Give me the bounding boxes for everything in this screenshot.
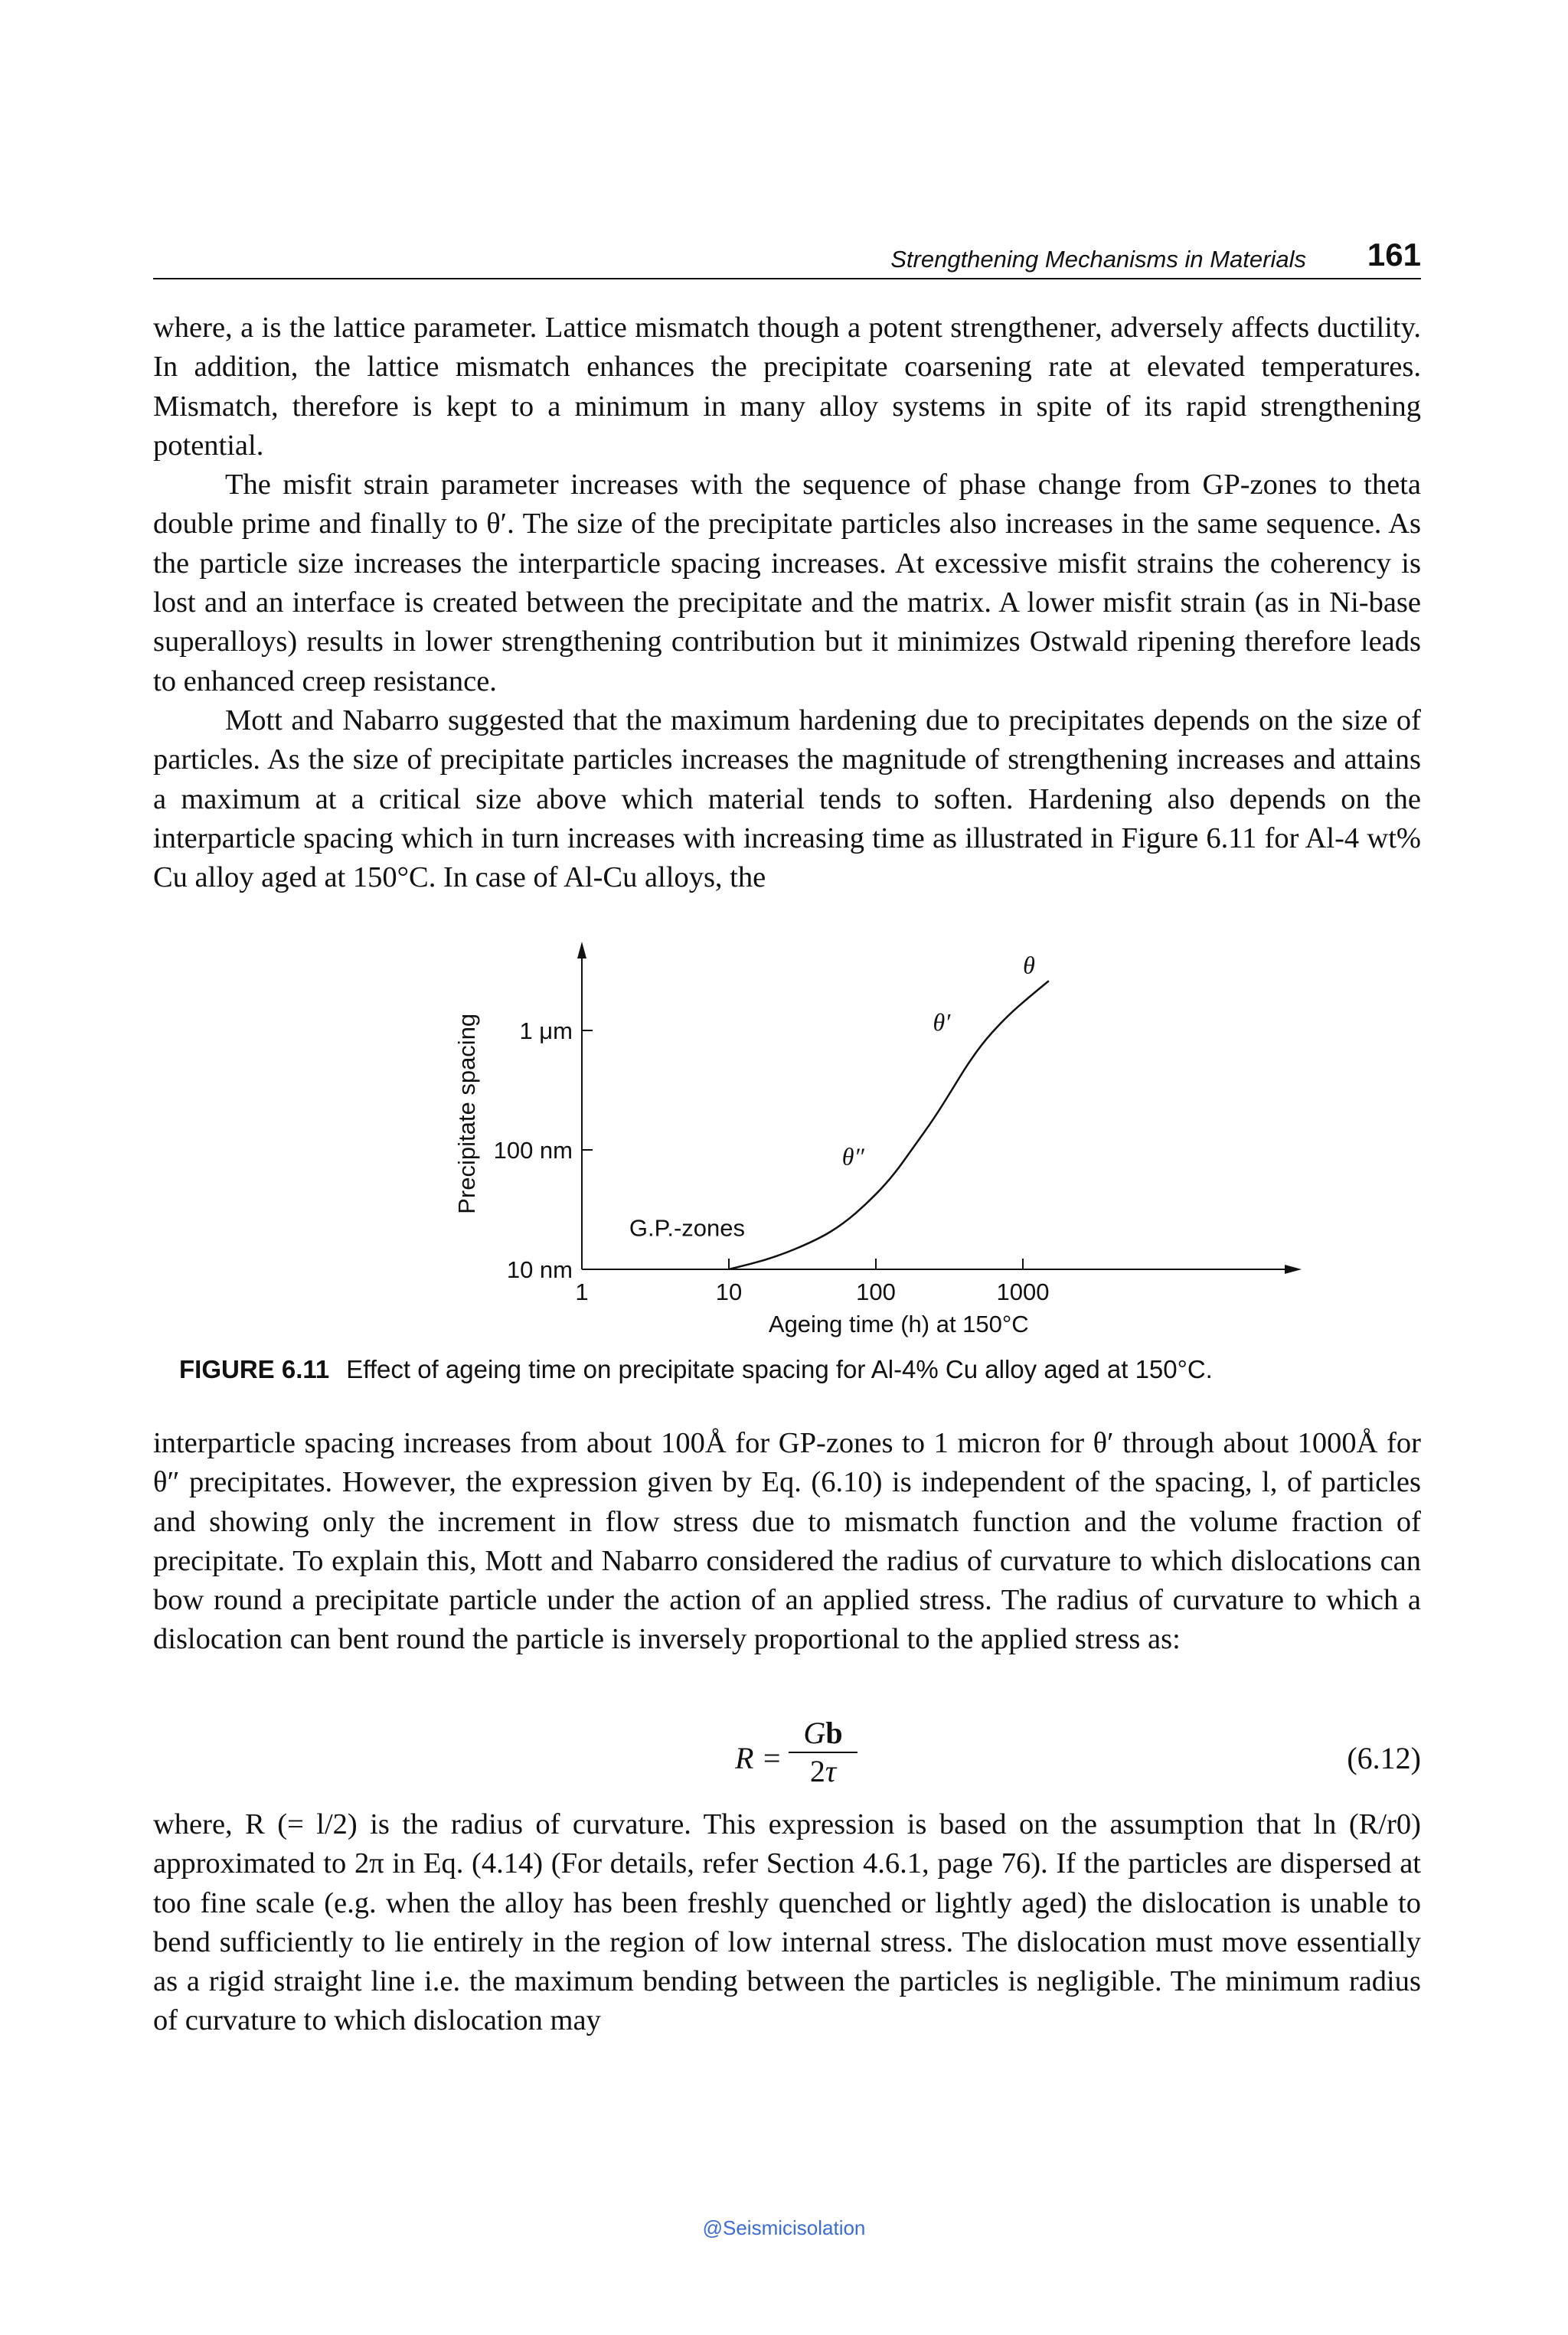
text-block-top — [153, 309, 1421, 897]
y-tick-label: 1 μm — [519, 1017, 573, 1044]
paragraph-4: interparticle spacing increases from about 100Å for GP-zones to 1 micron for θ′ through about 1000Å for θ″ precipitates. However, the expression given by Eq. (6.10) is independent of the spacing, l, of particles and showing only the increment in flow stress due to mismatch function and the volume fraction of precipitate. To explain this, Mott and Nabarro considered the radius of curvature to which dislocations can bow round a precipitate particle under the action of an applied stress. The radius of curvature to which a dislocation can bent round the particle is inversely proportional to the applied stress as: — [153, 1427, 1421, 1656]
watermark: @Seismicisolation — [702, 2216, 866, 2239]
text-block-bottom — [153, 1805, 1421, 2041]
figure-6-11 — [153, 926, 1421, 1401]
y-tick-label: 100 nm — [493, 1137, 573, 1164]
x-tick-label: 10 — [715, 1279, 743, 1305]
text-block-middle — [153, 1424, 1421, 1660]
y-axis-arrow — [577, 942, 586, 958]
equation-numerator — [789, 1715, 858, 1752]
running-header — [153, 234, 1421, 279]
figure-caption-text: Effect of ageing time on precipitate spacing for Al-4% Cu alloy aged at 150°C. — [346, 1355, 1213, 1383]
figure-caption — [179, 1355, 1213, 1384]
equation-fraction — [789, 1715, 858, 1790]
series-line-precipitate-spacing — [729, 981, 1049, 1269]
x-axis-label: Ageing time (h) at 150°C — [768, 1311, 1029, 1337]
precipitate-spacing-chart — [153, 926, 1421, 1355]
paragraph-2: The misfit strain parameter increases with the sequence of phase change from GP-zones to theta double prime and finally to θ′. The size of the precipitate particles also increases in the same sequence. As the particle size increases the interparticle spacing increases. At excessive misfit strains the coherency is lost and an interface is created between the precipitate and the matrix. A lower misfit strain (as in Ni-base superalloys) results in lower strengthening contribution but it minimizes Ostwald ripening therefore leads to enhanced creep resistance. — [153, 469, 1421, 697]
paragraph-1: where, a is the lattice parameter. Lattice mismatch though a potent strengthener, adversely affects ductility. In addition, the lattice mismatch enhances the precipitate coarsening rate at elevated temperatures. Mismatch, therefore is kept to a minimum in many alloy systems in spite of its rapid strengthening potential. — [153, 312, 1421, 462]
equation-2: 2 — [809, 1754, 825, 1788]
y-tick-label: 10 nm — [506, 1256, 573, 1283]
equation-6-12 — [153, 1715, 1421, 1791]
x-axis-arrow — [1285, 1265, 1302, 1274]
paragraph-5: where, R (= l/2) is the radius of curvature. This expression is based on the assumption that ln (R/r0) approximated to 2π in Eq. (4.14) (For details, refer Section 4.6.1, page 76). If the particles are dispersed at too fine scale (e.g. when the alloy has been freshly quenched or lightly aged) the dislocation is unable to bend sufficiently to lie entirely in the region of low internal stress. The dislocation must move essentially as a rigid straight line i.e. the maximum bending between the particles is negligible. The minimum radius of curvature to which dislocation may — [153, 1808, 1421, 2037]
curve-annotation: θ — [1023, 951, 1035, 979]
equation-b: b — [825, 1716, 843, 1750]
equation-number: (6.12) — [1347, 1741, 1421, 1775]
x-tick-label: 1 — [575, 1279, 589, 1305]
equation-G: G — [803, 1716, 826, 1750]
equation-lhs: R = — [735, 1741, 782, 1775]
equation-tau: τ — [825, 1754, 837, 1788]
page-number: 161 — [1367, 237, 1421, 273]
paragraph-3: Mott and Nabarro suggested that the maximum hardening due to precipitates depends on the size of particles. As the size of precipitate particles increases the magnitude of strengthening increases and attains a maximum at a critical size above which material tends to soften. Hardening also depends on the interparticle spacing which in turn increases with increasing time as illustrated in Figure 6.11 for Al-4 wt% Cu alloy aged at 150°C. In case of Al-Cu alloys, the — [153, 704, 1421, 894]
equation-denominator — [789, 1753, 858, 1790]
y-axis-label: Precipitate spacing — [453, 1013, 480, 1214]
curve-annotation: G.P.-zones — [629, 1214, 746, 1242]
x-tick-label: 100 — [856, 1279, 896, 1305]
curve-annotation: θ″ — [841, 1142, 864, 1171]
figure-label: FIGURE 6.11 — [179, 1355, 330, 1383]
x-tick-label: 1000 — [996, 1279, 1050, 1305]
running-title: Strengthening Mechanisms in Materials — [890, 246, 1306, 273]
curve-annotation: θ′ — [933, 1008, 951, 1036]
